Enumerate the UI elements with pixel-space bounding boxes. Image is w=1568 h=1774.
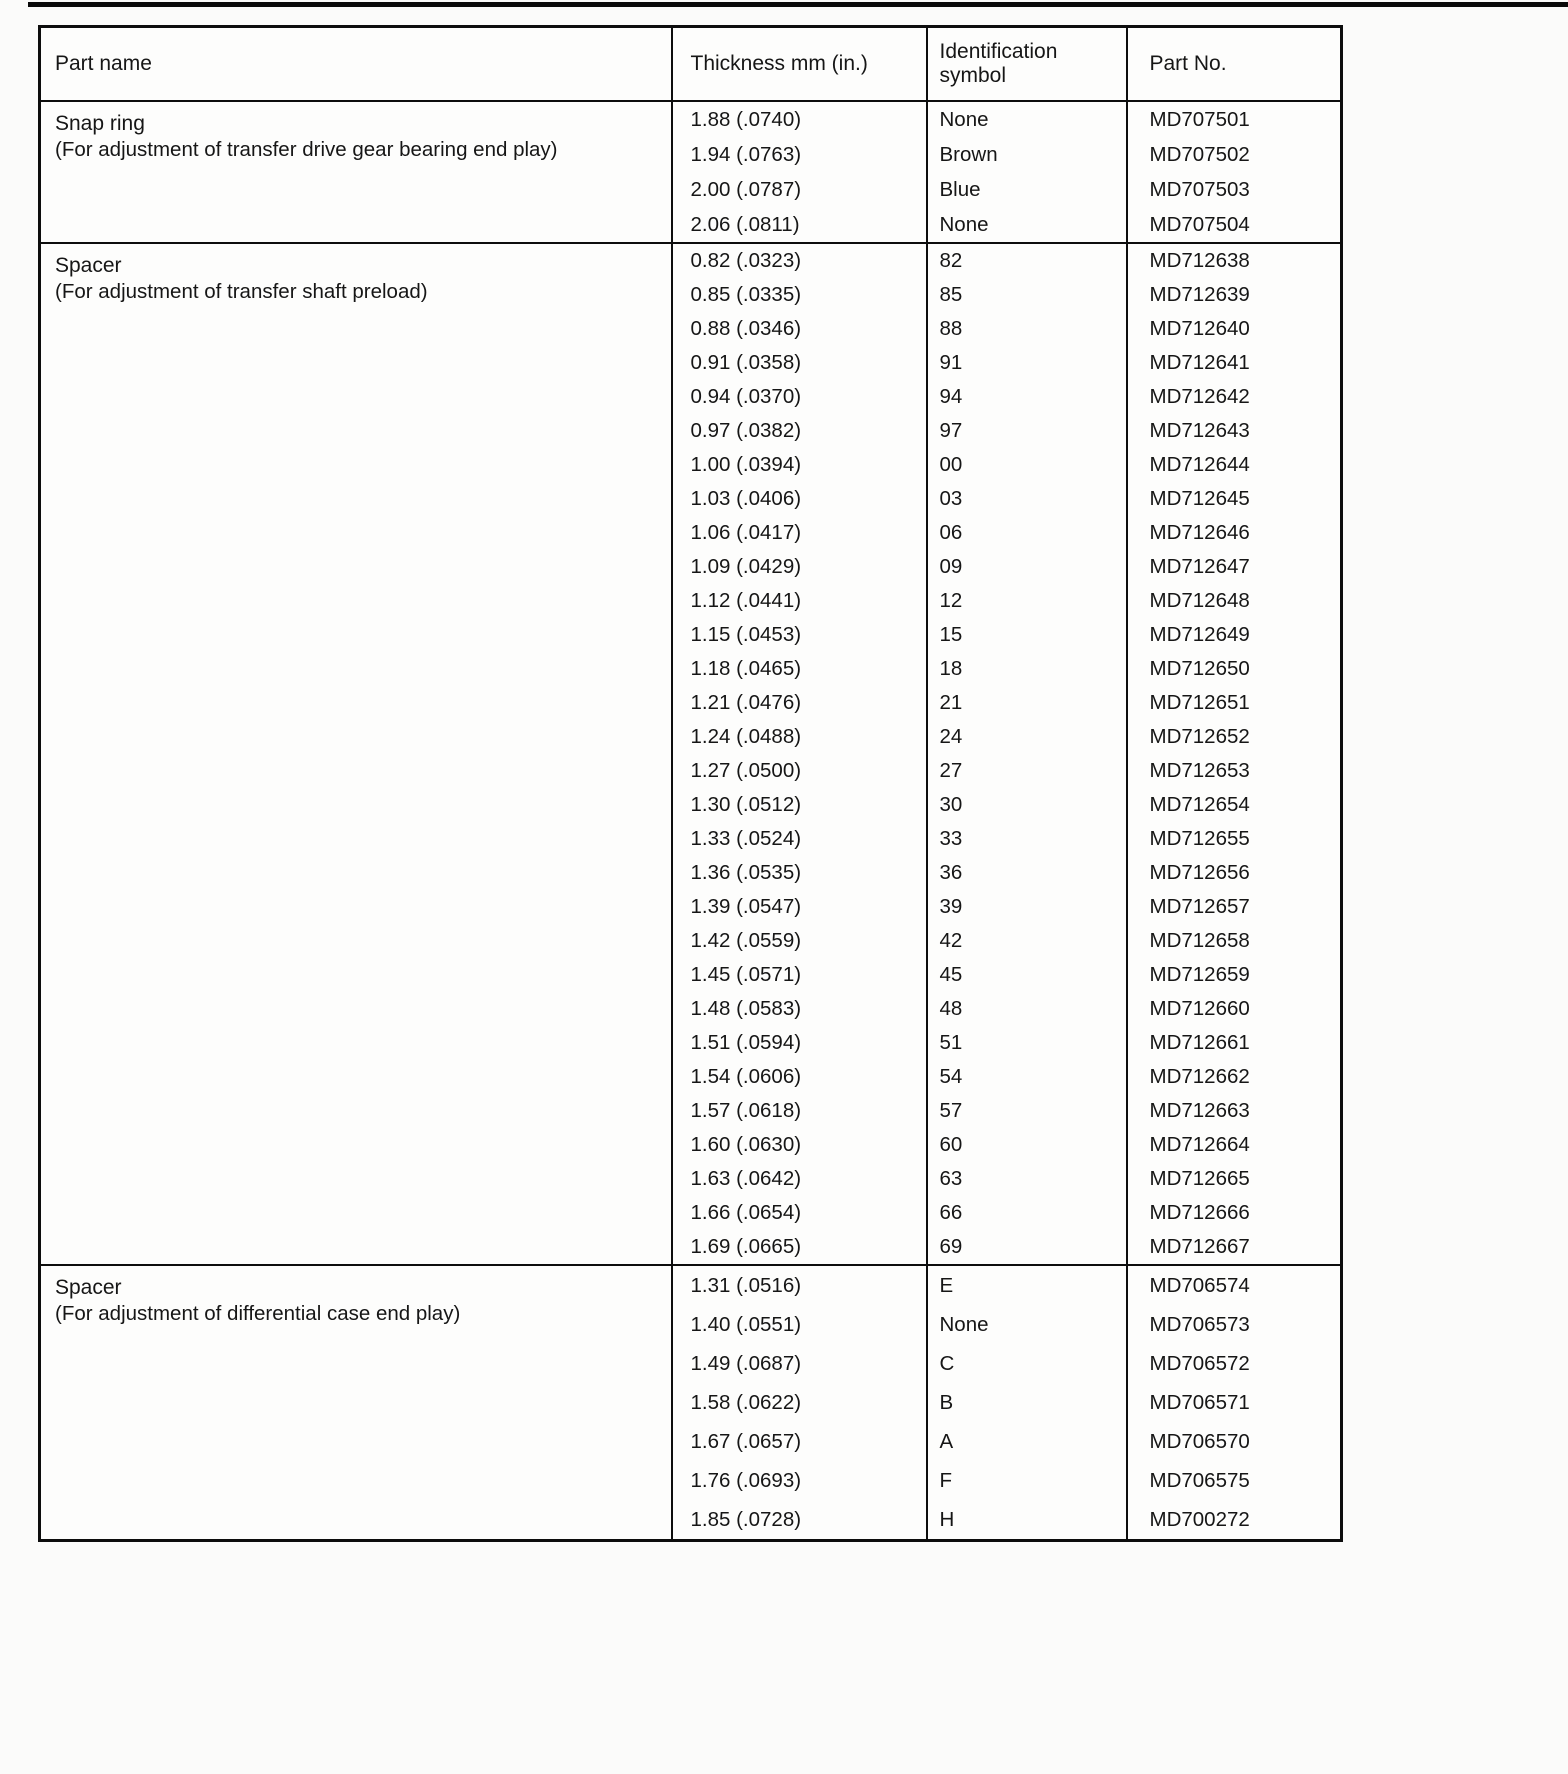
part-no-cell: MD706574 [1127, 1265, 1342, 1305]
part-no-cell: MD712645 [1127, 482, 1342, 516]
symbol-cell: 09 [927, 550, 1127, 584]
symbol-cell: 69 [927, 1230, 1127, 1265]
thickness-cell: 1.58 (.0622) [672, 1383, 927, 1422]
part-no-cell: MD712656 [1127, 856, 1342, 890]
table-row [40, 243, 1342, 278]
part-no-cell: MD707501 [1127, 101, 1342, 137]
symbol-cell: 66 [927, 1196, 1127, 1230]
symbol-cell: 60 [927, 1128, 1127, 1162]
thickness-cell: 1.94 (.0763) [672, 137, 927, 172]
symbol-cell: 42 [927, 924, 1127, 958]
thickness-cell: 1.66 (.0654) [672, 1196, 927, 1230]
symbol-cell: 21 [927, 686, 1127, 720]
symbol-cell: 82 [927, 243, 1127, 278]
thickness-cell: 1.48 (.0583) [672, 992, 927, 1026]
part-note: (For adjustment of differential case end play) [55, 1302, 461, 1325]
thickness-cell: 0.94 (.0370) [672, 380, 927, 414]
part-no-cell: MD712644 [1127, 448, 1342, 482]
symbol-cell: None [927, 101, 1127, 137]
symbol-cell: Brown [927, 137, 1127, 172]
thickness-cell: 1.60 (.0630) [672, 1128, 927, 1162]
part-no-cell: MD712664 [1127, 1128, 1342, 1162]
thickness-cell: 1.88 (.0740) [672, 101, 927, 137]
header-cell-part-name: Part name [40, 27, 672, 102]
symbol-cell: 15 [927, 618, 1127, 652]
symbol-cell: C [927, 1344, 1127, 1383]
thickness-cell: 1.49 (.0687) [672, 1344, 927, 1383]
part-no-cell: MD712662 [1127, 1060, 1342, 1094]
symbol-cell: None [927, 1305, 1127, 1344]
thickness-cell: 1.18 (.0465) [672, 652, 927, 686]
thickness-cell: 0.82 (.0323) [672, 243, 927, 278]
symbol-cell: 45 [927, 958, 1127, 992]
part-note: (For adjustment of transfer shaft preload) [55, 280, 428, 303]
part-no-cell: MD712651 [1127, 686, 1342, 720]
part-no-cell: MD712657 [1127, 890, 1342, 924]
part-name: Spacer [55, 1276, 122, 1299]
part-no-cell: MD712655 [1127, 822, 1342, 856]
symbol-cell: 36 [927, 856, 1127, 890]
part-no-cell: MD712654 [1127, 788, 1342, 822]
symbol-cell: B [927, 1383, 1127, 1422]
part-name: Spacer [55, 254, 122, 277]
symbol-cell: 88 [927, 312, 1127, 346]
part-no-cell: MD706572 [1127, 1344, 1342, 1383]
part-no-cell: MD706575 [1127, 1461, 1342, 1500]
parts-table-body [40, 101, 1342, 1541]
part-no-cell: MD712652 [1127, 720, 1342, 754]
symbol-cell: Blue [927, 172, 1127, 207]
thickness-cell: 1.45 (.0571) [672, 958, 927, 992]
thickness-cell: 2.00 (.0787) [672, 172, 927, 207]
symbol-cell: 00 [927, 448, 1127, 482]
part-no-cell: MD712659 [1127, 958, 1342, 992]
thickness-cell: 1.12 (.0441) [672, 584, 927, 618]
symbol-cell: 39 [927, 890, 1127, 924]
table-header-row [40, 27, 1342, 102]
thickness-cell: 1.51 (.0594) [672, 1026, 927, 1060]
part-no-cell: MD707504 [1127, 207, 1342, 243]
part-no-cell: MD712666 [1127, 1196, 1342, 1230]
symbol-cell: 06 [927, 516, 1127, 550]
thickness-cell: 1.85 (.0728) [672, 1500, 927, 1541]
part-no-cell: MD712641 [1127, 346, 1342, 380]
thickness-cell: 1.67 (.0657) [672, 1422, 927, 1461]
part-no-cell: MD712665 [1127, 1162, 1342, 1196]
part-no-cell: MD706570 [1127, 1422, 1342, 1461]
part-no-cell: MD712642 [1127, 380, 1342, 414]
table-row [40, 1265, 1342, 1305]
symbol-cell: 57 [927, 1094, 1127, 1128]
symbol-cell: 97 [927, 414, 1127, 448]
part-no-cell: MD712638 [1127, 243, 1342, 278]
thickness-cell: 1.42 (.0559) [672, 924, 927, 958]
part-name: Snap ring [55, 112, 145, 135]
thickness-cell: 0.91 (.0358) [672, 346, 927, 380]
header-cell-identification-symbol: Identification symbol [927, 27, 1127, 102]
part-note: (For adjustment of transfer drive gear bearing end play) [55, 138, 558, 161]
part-no-cell: MD712650 [1127, 652, 1342, 686]
thickness-cell: 1.36 (.0535) [672, 856, 927, 890]
symbol-cell: 03 [927, 482, 1127, 516]
thickness-cell: 1.00 (.0394) [672, 448, 927, 482]
thickness-cell: 1.33 (.0524) [672, 822, 927, 856]
symbol-cell: 51 [927, 1026, 1127, 1060]
part-no-cell: MD712649 [1127, 618, 1342, 652]
part-no-cell: MD706573 [1127, 1305, 1342, 1344]
symbol-cell: 30 [927, 788, 1127, 822]
thickness-cell: 2.06 (.0811) [672, 207, 927, 243]
symbol-cell: 63 [927, 1162, 1127, 1196]
symbol-cell: 85 [927, 278, 1127, 312]
part-no-cell: MD712640 [1127, 312, 1342, 346]
thickness-cell: 1.39 (.0547) [672, 890, 927, 924]
thickness-cell: 1.30 (.0512) [672, 788, 927, 822]
header-cell-thickness: Thickness mm (in.) [672, 27, 927, 102]
thickness-cell: 1.24 (.0488) [672, 720, 927, 754]
symbol-cell: E [927, 1265, 1127, 1305]
symbol-cell: 33 [927, 822, 1127, 856]
symbol-cell: H [927, 1500, 1127, 1541]
thickness-cell: 1.63 (.0642) [672, 1162, 927, 1196]
thickness-cell: 1.09 (.0429) [672, 550, 927, 584]
part-name-cell [40, 1265, 672, 1541]
symbol-cell: 27 [927, 754, 1127, 788]
part-name-cell [40, 243, 672, 1265]
thickness-cell: 1.69 (.0665) [672, 1230, 927, 1265]
scan-edge-line [28, 2, 1568, 7]
part-no-cell: MD712663 [1127, 1094, 1342, 1128]
symbol-cell: A [927, 1422, 1127, 1461]
part-no-cell: MD712647 [1127, 550, 1342, 584]
table-row [40, 101, 1342, 137]
thickness-cell: 1.57 (.0618) [672, 1094, 927, 1128]
thickness-cell: 1.76 (.0693) [672, 1461, 927, 1500]
part-no-cell: MD712648 [1127, 584, 1342, 618]
thickness-cell: 0.85 (.0335) [672, 278, 927, 312]
part-no-cell: MD712661 [1127, 1026, 1342, 1060]
part-no-cell: MD712653 [1127, 754, 1342, 788]
part-no-cell: MD712658 [1127, 924, 1342, 958]
thickness-cell: 1.21 (.0476) [672, 686, 927, 720]
thickness-cell: 1.27 (.0500) [672, 754, 927, 788]
part-no-cell: MD707502 [1127, 137, 1342, 172]
symbol-cell: 18 [927, 652, 1127, 686]
symbol-cell: 54 [927, 1060, 1127, 1094]
thickness-cell: 0.97 (.0382) [672, 414, 927, 448]
thickness-cell: 1.40 (.0551) [672, 1305, 927, 1344]
header-cell-part-no: Part No. [1127, 27, 1342, 102]
thickness-cell: 1.06 (.0417) [672, 516, 927, 550]
thickness-cell: 0.88 (.0346) [672, 312, 927, 346]
symbol-cell: 94 [927, 380, 1127, 414]
symbol-cell: 24 [927, 720, 1127, 754]
part-no-cell: MD712660 [1127, 992, 1342, 1026]
part-no-cell: MD712667 [1127, 1230, 1342, 1265]
part-no-cell: MD712643 [1127, 414, 1342, 448]
symbol-cell: F [927, 1461, 1127, 1500]
symbol-cell: 12 [927, 584, 1127, 618]
thickness-cell: 1.31 (.0516) [672, 1265, 927, 1305]
part-no-cell: MD706571 [1127, 1383, 1342, 1422]
part-no-cell: MD712639 [1127, 278, 1342, 312]
part-no-cell: MD712646 [1127, 516, 1342, 550]
parts-table [38, 25, 1343, 1542]
part-name-cell [40, 101, 672, 243]
part-no-cell: MD707503 [1127, 172, 1342, 207]
thickness-cell: 1.54 (.0606) [672, 1060, 927, 1094]
thickness-cell: 1.03 (.0406) [672, 482, 927, 516]
part-no-cell: MD700272 [1127, 1500, 1342, 1541]
symbol-cell: 48 [927, 992, 1127, 1026]
thickness-cell: 1.15 (.0453) [672, 618, 927, 652]
symbol-cell: 91 [927, 346, 1127, 380]
symbol-cell: None [927, 207, 1127, 243]
